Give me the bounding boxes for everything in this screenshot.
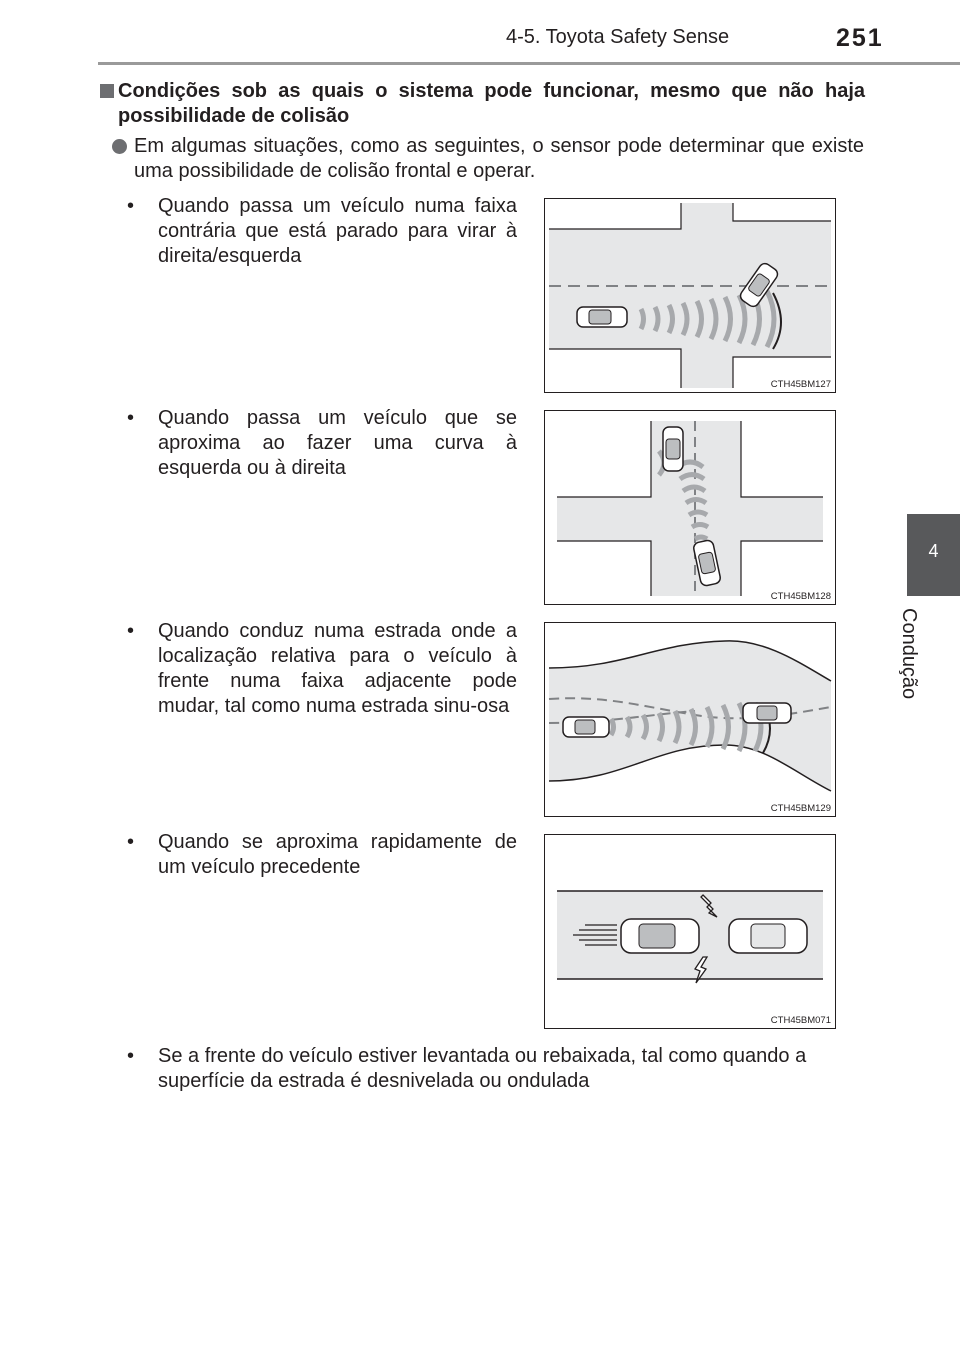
- bullet: •: [127, 1045, 135, 1067]
- bullet: •: [127, 195, 135, 217]
- list-item-text: Se a frente do veículo estiver levantada ou rebaixada, tal como quando a superfície da estrada é desnivelada ou ondulada: [158, 1045, 807, 1092]
- figure-winding-road: [544, 622, 836, 817]
- chapter-tab-number: 4: [928, 541, 939, 561]
- list-item: [127, 1044, 867, 1094]
- list-item-text: Quando conduz numa estrada onde a localização relativa para o veículo à frente numa faixa adjacente pode mudar, tal como numa estrada sinu-osa: [158, 620, 517, 717]
- section-heading-text: Condições sob as quais o sistema pode funcionar, mesmo que não haja possibilidade de colisão: [118, 80, 865, 127]
- intro-text: Em algumas situações, como as seguintes, o sensor pode determinar que existe uma possibilidade de colisão frontal e operar.: [134, 135, 864, 182]
- list-item-text: Quando passa um veículo que se aproxima ao fazer uma curva à esquerda ou à direita: [158, 407, 517, 479]
- intersection-illustration: [545, 411, 835, 604]
- figure-oncoming-turning-vehicle: [544, 198, 836, 393]
- figure-turning-vehicle: [544, 410, 836, 605]
- winding-road-illustration: [545, 623, 835, 816]
- page-number: 251: [836, 24, 884, 52]
- figure-code: CTH45BM127: [770, 379, 831, 390]
- square-bullet-icon: [100, 84, 114, 98]
- rapid-approach-illustration: [545, 835, 835, 1028]
- header-divider: [98, 62, 960, 65]
- bullet: •: [127, 620, 135, 642]
- figure-code: CTH45BM128: [770, 591, 831, 602]
- list-item-text: Quando se aproxima rapidamente de um veículo precedente: [158, 831, 517, 878]
- figure-code: CTH45BM129: [770, 803, 831, 814]
- round-bullet-icon: [112, 139, 127, 154]
- intersection-illustration: [545, 199, 835, 392]
- list-item: [127, 830, 517, 880]
- bullet: •: [127, 831, 135, 853]
- chapter-tab: [907, 514, 960, 596]
- header-section-title: 4-5. Toyota Safety Sense: [506, 26, 730, 48]
- intro-paragraph: [112, 134, 864, 184]
- list-item: [127, 619, 517, 719]
- chapter-side-label-text: Condução: [898, 608, 920, 700]
- list-item: [127, 406, 517, 481]
- chapter-side-label: [898, 608, 960, 738]
- section-heading: [100, 79, 865, 129]
- figure-code: CTH45BM071: [770, 1015, 831, 1026]
- list-item: [127, 194, 517, 269]
- bullet: •: [127, 407, 135, 429]
- list-item-text: Quando passa um veículo numa faixa contrária que está parado para virar à direita/esquerda: [158, 195, 517, 267]
- figure-rapid-approach: [544, 834, 836, 1029]
